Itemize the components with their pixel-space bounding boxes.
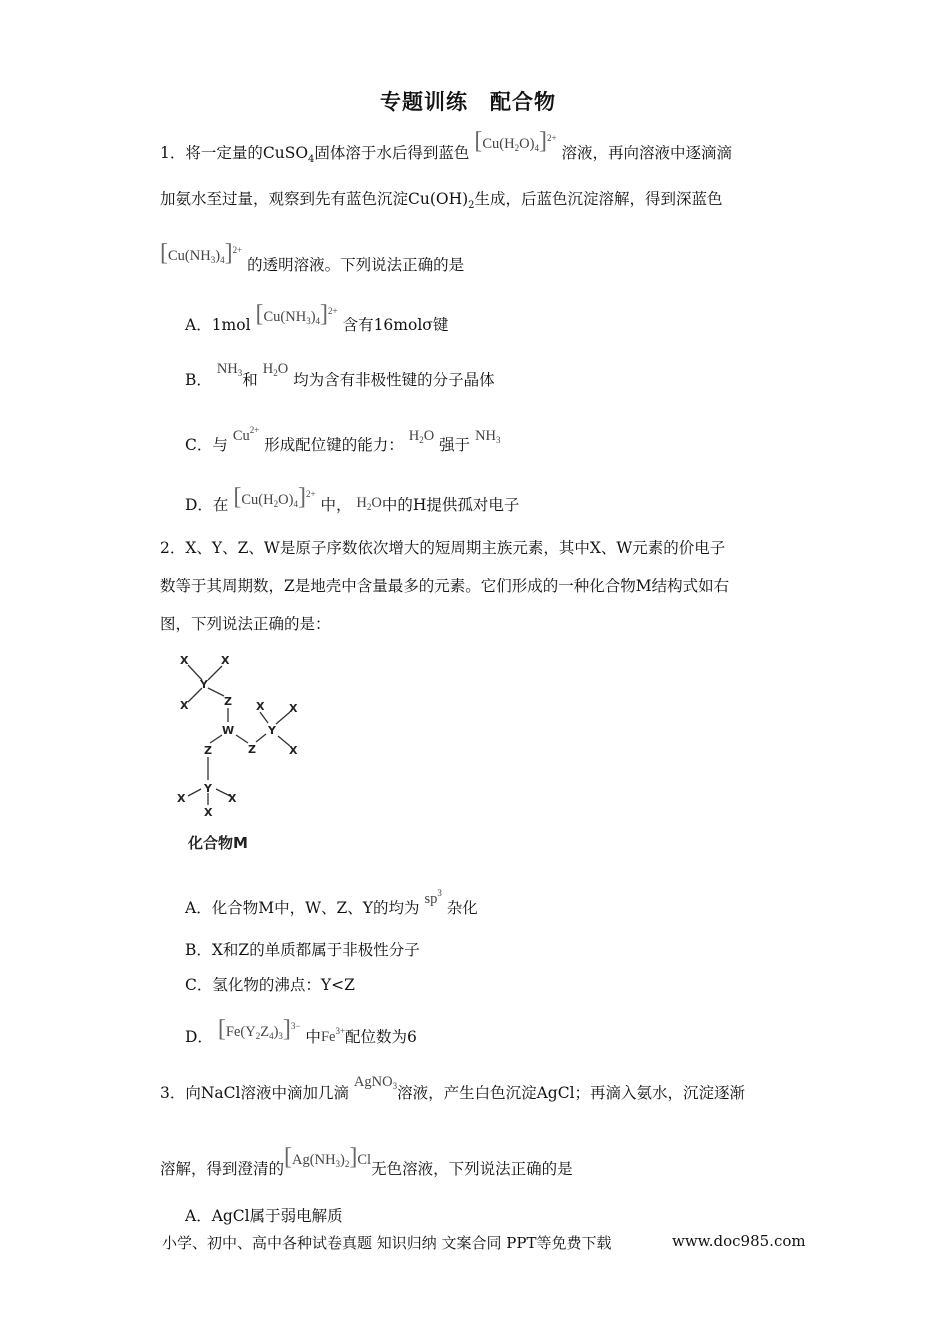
formula-nh3: $NH_3$ bbox=[475, 428, 501, 445]
formula-cu-h2o-4: $[Cu(H_2O)_4]^{2+}$ bbox=[474, 128, 557, 154]
formula-cu-nh3-4: $[Cu(NH_3)_4]^{2+}$ bbox=[160, 240, 243, 266]
atom-y: Y bbox=[204, 782, 212, 795]
atom-x: X bbox=[177, 792, 186, 805]
atom-x: X bbox=[204, 806, 213, 819]
formula-sp3: $sp^3$ bbox=[424, 888, 442, 907]
q2-option-c: C．氢化物的沸点：Y<Z bbox=[185, 976, 355, 994]
q1-line1: 1．将一定量的CuSO$_4$固体溶于水后得到蓝色 $[Cu(H_2O)_4]^{2+}$ 溶液，再向溶液中逐滴滴 bbox=[160, 128, 732, 166]
q1-line2: 加氨水至过量，观察到先有蓝色沉淀$Cu(OH)_2$生成，后蓝色沉淀溶解，得到深蓝色 bbox=[160, 190, 723, 212]
atom-x: X bbox=[228, 792, 237, 805]
formula-ag-nh3-2-cl: $[Ag(NH_3)_2]Cl$ bbox=[284, 1144, 372, 1170]
q2-line3: 图，下列说法正确的是： bbox=[160, 615, 331, 633]
atom-x: X bbox=[289, 702, 298, 715]
footer-url[interactable]: www.doc985.com bbox=[672, 1232, 806, 1250]
formula-cu-h2o-4: $[Cu(H_2O)_4]^{2+}$ bbox=[233, 484, 316, 510]
atom-w: W bbox=[222, 724, 235, 737]
formula-h2o: $H_2O$ bbox=[262, 361, 289, 378]
atom-y: Y bbox=[200, 678, 208, 691]
atom-x: X bbox=[180, 654, 189, 667]
q1-option-b: B． $NH_3$和 $H_2O$ 均为含有非极性键的分子晶体 bbox=[185, 361, 495, 389]
atom-x: X bbox=[221, 654, 230, 667]
atom-x: X bbox=[256, 700, 265, 713]
page-title: 专题训练 配合物 bbox=[380, 89, 556, 114]
q1-option-d: D．在 $[Cu(H_2O)_4]^{2+}$ 中， $H_2O$中的H提供孤对电子 bbox=[185, 490, 519, 520]
q2-option-d: D． $[Fe(Y_2Z_4)_3]^{3-}$ 中$Fe^{3+}$配位数为6 bbox=[185, 1016, 417, 1046]
q3-line1: 3．向NaCl溶液中滴加几滴 AgNO$_3$溶液，产生白色沉淀AgCl；再滴入氨水，沉淀逐渐 bbox=[160, 1074, 746, 1102]
q2-line1: 2．X、Y、Z、W是原子序数依次增大的短周期主族元素，其中X、W元素的价电子 bbox=[160, 539, 726, 557]
formula-nh3: $NH_3$ bbox=[216, 361, 243, 378]
footer-left: 小学、初中、高中各种试卷真题 知识归纳 文案合同 PPT等免费下载 bbox=[162, 1234, 612, 1252]
formula-fe-y2z4-3: $[Fe(Y_2Z_4)_3]^{3-}$ bbox=[217, 1016, 301, 1042]
compound-m-structure bbox=[160, 650, 320, 860]
atom-y: Y bbox=[268, 724, 276, 737]
q2-option-a: A．化合物M中，W、Z、Y的均为 $sp^3$ 杂化 bbox=[185, 893, 478, 919]
formula-cu2plus: $Cu^{2+}$ bbox=[232, 425, 260, 444]
formula-agno3: AgNO$_3$ bbox=[353, 1074, 398, 1091]
q3-option-a: A．AgCl属于弱电解质 bbox=[185, 1207, 343, 1225]
atom-z: Z bbox=[204, 744, 212, 757]
q1-line3: $[Cu(NH_3)_4]^{2+}$ 的透明溶液。下列说法正确的是 bbox=[160, 240, 465, 274]
atom-x: X bbox=[289, 744, 298, 757]
q2-option-b: B．X和Z的单质都属于非极性分子 bbox=[185, 941, 420, 959]
atom-z: Z bbox=[248, 743, 256, 756]
formula-cu-nh3-4: $[Cu(NH_3)_4]^{2+}$ bbox=[255, 301, 338, 327]
atom-x: X bbox=[180, 699, 189, 712]
q1-option-c: C．与 $Cu^{2+}$ 形成配位键的能力： $H_2O$ 强于 $NH_3$ bbox=[185, 430, 501, 460]
q1-option-a: A．1mol $[Cu(NH_3)_4]^{2+}$ 含有16molσ键 bbox=[185, 301, 449, 334]
atom-z: Z bbox=[224, 695, 232, 708]
figure-caption: 化合物M bbox=[188, 834, 248, 852]
formula-h2o: $H_2O$ bbox=[408, 428, 435, 445]
formula-fe3plus: $Fe^{3+}$ bbox=[320, 1026, 346, 1045]
formula-h2o: $H_2O$ bbox=[356, 495, 382, 512]
q2-line2: 数等于其周期数，Z是地壳中含量最多的元素。它们形成的一种化合物M结构式如右 bbox=[160, 577, 730, 595]
q3-line2: 溶解，得到澄清的$[Ag(NH_3)_2]Cl$无色溶液，下列说法正确的是 bbox=[160, 1144, 573, 1178]
